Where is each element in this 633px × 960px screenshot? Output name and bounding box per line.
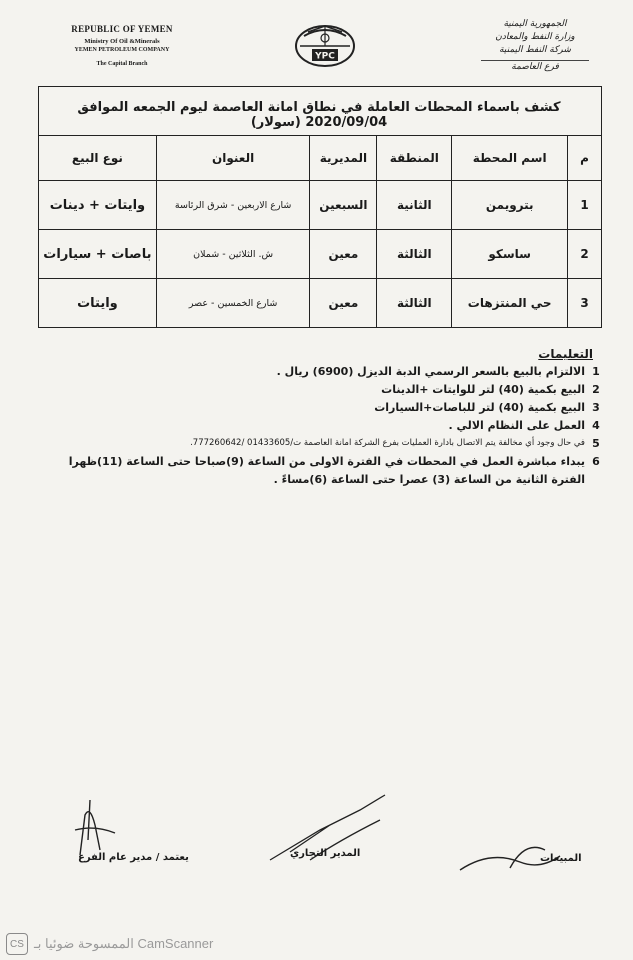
ypc-logo (294, 22, 356, 72)
item-number: 2 (592, 383, 600, 396)
branch-name: The Capital Branch (96, 61, 148, 67)
cell-address: ش. الثلاثين - شملان (156, 230, 310, 279)
item-text: البيع بكمية (40) لتر للباصات+السيارات (374, 401, 585, 414)
ministry-name-ar: وزارة النفط والمعادن (495, 32, 575, 42)
instructions-title: التعليمات (538, 347, 593, 361)
list-item (47, 471, 607, 489)
ministry-name: Ministry Of Oil &Minerals (84, 38, 160, 45)
table-header-row (39, 136, 602, 181)
item-text: الفترة الثانية من الساعة (3) عصرا حتى الساعة (6)مساءً . (273, 473, 585, 486)
list-item (47, 417, 607, 435)
cell-address: شارع الاربعين - شرق الرئاسة (156, 181, 310, 230)
col-header-sale-type: نوع البيع (39, 136, 157, 181)
cell-district: معين (310, 230, 377, 279)
camscanner-icon: CS (6, 933, 28, 955)
cell-sale-type: باصات + سيارات (39, 230, 157, 279)
company-name-ar: شركة النفط اليمنية (499, 45, 571, 55)
camscanner-text: الممسوحة ضوئيا بـ CamScanner (34, 936, 214, 951)
item-text: الالتزام بالبيع بالسعر الرسمي الدبة الديزل (6900) ريال . (276, 365, 585, 378)
cell-sale-type: وايتات + دينات (39, 181, 157, 230)
logo-text: YPC (315, 51, 335, 62)
col-header-station: اسم المحطة (452, 136, 568, 181)
cell-address: شارع الخمسين - عصر (156, 279, 310, 328)
director-signature-label: يعتمد / مدير عام الفرع (78, 852, 189, 863)
sales-signature-scribble (450, 820, 600, 880)
cell-index: 2 (568, 230, 602, 279)
col-header-address: العنوان (156, 136, 310, 181)
list-item (47, 435, 607, 453)
table-row (39, 230, 602, 279)
list-item (47, 363, 607, 381)
commercial-signature-label: المدير التجاري (290, 848, 361, 859)
list-item (47, 453, 607, 471)
cell-station: بترويمن (452, 181, 568, 230)
col-header-index: م (568, 136, 602, 181)
cell-index: 1 (568, 181, 602, 230)
cell-station: ساسكو (452, 230, 568, 279)
company-name: YEMEN PETROLEUM COMPANY (74, 47, 170, 53)
header-english (42, 24, 202, 67)
item-number: 5 (592, 437, 600, 450)
document-title: كشف باسماء المحطات العاملة في نطاق امانة العاصمة ليوم الجمعه الموافق 2020/09/04 (سولار) (77, 100, 561, 130)
sales-signature-label: المبيعات (540, 853, 582, 864)
cell-zone: الثانية (377, 181, 452, 230)
item-text: في حال وجود أي مخالفة يتم الاتصال بادارة العمليات بفرع الشركة امانة العاصمة ت/01433605 /777260642. (190, 438, 585, 448)
col-header-zone: المنطقة (377, 136, 452, 181)
table-row (39, 279, 602, 328)
camscanner-footer (0, 928, 633, 960)
cell-zone: الثالثة (377, 279, 452, 328)
cell-zone: الثالثة (377, 230, 452, 279)
cell-station: حي المنتزهات (452, 279, 568, 328)
item-number: 4 (592, 419, 600, 432)
branch-name-ar: فرع العاصمة (511, 62, 559, 72)
country-name-ar: الجمهورية اليمنية (503, 19, 567, 29)
header-arabic (475, 18, 595, 74)
stations-table (38, 135, 602, 328)
item-text: يبداء مباشرة العمل في المحطات في الفترة الاولى من الساعة (9)صباحا حتى الساعة (11)ظهرا (68, 455, 585, 468)
table-row (39, 181, 602, 230)
cell-sale-type: وايتات (39, 279, 157, 328)
item-number: 6 (592, 455, 600, 468)
item-number: 3 (592, 401, 600, 414)
item-text: البيع بكمية (40) لتر للوايتات +الدينات (381, 383, 585, 396)
list-item (47, 381, 607, 399)
col-header-district: المديرية (310, 136, 377, 181)
cell-index: 3 (568, 279, 602, 328)
cell-district: السبعين (310, 181, 377, 230)
item-text: العمل على النظام الالي . (448, 419, 585, 432)
cell-district: معين (310, 279, 377, 328)
list-item (47, 399, 607, 417)
item-number: 1 (592, 365, 600, 378)
instructions-list (47, 363, 607, 489)
country-name: REPUBLIC OF YEMEN (71, 24, 173, 34)
